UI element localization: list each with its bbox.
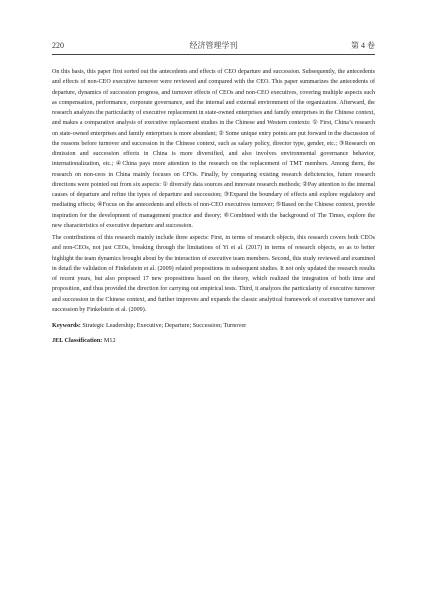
running-head	[52, 40, 375, 52]
keywords-line	[52, 321, 375, 331]
abstract-paragraph: The contributions of this research mainly include three aspects: First, in terms of research objects, this research covers both CEOs and non-CEOs, not just CEOs, breaking through the limitations of Yi et al. (2017) in terms of research objects, so as to better highlight the team dynamics brought about by the interaction of executive team members. Second, this study reviewed and examined in detail the validation of Finkelstein et al. (2009) related propositions in subsequent studies. It not only updated the research results of recent years, but also proposed 17 new propositions based on the theory, which realized the integration of both time and proposition, and thus provided the direction for carrying out empirical tests. Third, it analyzes the particularity of executive turnover and succession in the Chinese context, and further improves and expands the classic analytical framework of executive turnover and succession by Finkelstein et al. (2009).	[52, 235, 375, 313]
keywords-label: Keywords:	[52, 322, 81, 329]
page-number: 220	[52, 41, 64, 50]
keywords-text: Strategic Leadership; Executive; Departure; Succession; Turnover	[82, 322, 247, 329]
jel-code: M12	[103, 337, 116, 344]
abstract-body	[52, 67, 375, 346]
abstract-paragraph: On this basis, this paper first sorted out the antecedents and effects of CEO departure and succession. Subsequently, the antecedents and effects of non-CEO executive turnover were reviewed and compared with the CEO. This paper summarizes the antecedents of departure, dynamics of succession progress, and turnover effects of CEOs and non-CEO executives, covering multiple aspects such as compensation, performance, corporate governance, and the internal and external environment of the organization. Afterward, the research analyzes the particularity of executive replacement in state-owned enterprises and family enterprises in the Chinese context, and makes a comparative analysis of executive replacement studies in the Chinese and Western contexts: ① First, China’s research on state-owned enterprises and family enterprises is more abundant; ② Some unique entry points are put forward in the discussion of the reasons before turnover and succession in the Chinese context, such as salary policy, director type, gender, etc.; ③Research on dimission and succession effects in China is more diversified, and also involves environmental governance behavior, internationalization, etc.; ④China pays more attention to the research on the replacement of TMT members. Among them, the research on non-ceos in China mainly focuses on CFOs. Finally, by comparing existing research deficiencies, future research directions were pointed out from six aspects: ① diversify data sources and innovate research methods; ②Pay attention to the internal causes of departure and refine the types of departure and succession; ③Expand the boundary of effects and explore regulatory and mediating effects; ④Focus on the antecedents and effects of non-CEO executives turnover; ⑤Based on the Chinese context, provide inspiration for the development of management practice and theory; ⑥Combined with the background of The Times, explore the new characteristics of executive departure and succession.	[52, 69, 375, 229]
header-rule	[52, 54, 375, 55]
volume-label: 第 4 卷	[351, 41, 375, 50]
jel-line	[52, 336, 375, 346]
jel-label: JEL Classification:	[52, 337, 103, 344]
journal-title: 经济管理学刊	[189, 41, 238, 50]
